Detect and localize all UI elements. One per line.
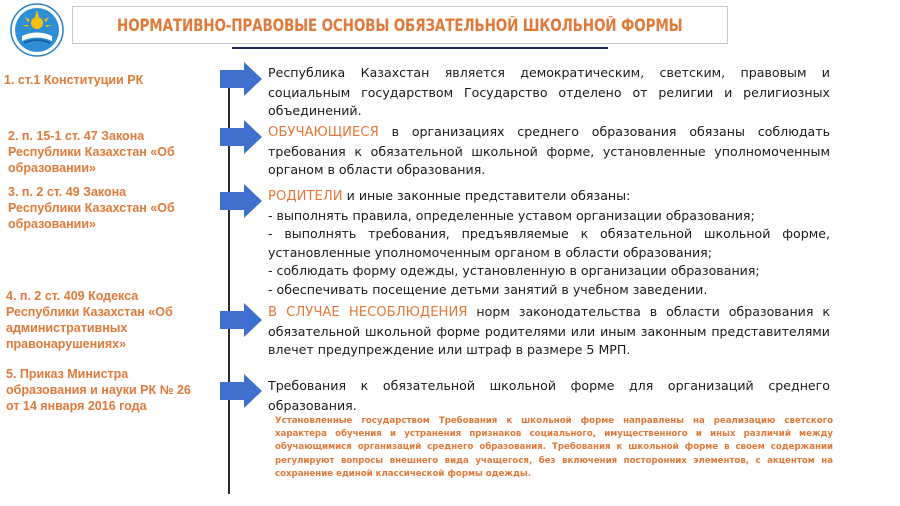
row-text — [268, 377, 830, 415]
row-body: в организациях среднего образования обязаны соблюдать требования к обязательной школьной форме, установленные уполномоченным органом в области образования. — [268, 124, 830, 177]
title-underline — [232, 47, 608, 49]
arrow-right-icon — [220, 62, 262, 96]
page-title: НОРМАТИВНО-ПРАВОВЫЕ ОСНОВЫ ОБЯЗАТЕЛЬНОЙ ШКОЛЬНОЙ ФОРМЫ — [117, 15, 683, 35]
row-highlight: РОДИТЕЛИ — [268, 189, 343, 204]
row-body: Требования к обязательной школьной форме для организаций среднего образования. — [268, 378, 830, 413]
source-label: 1. ст.1 Конституции РК — [4, 73, 144, 87]
arrow-right-icon — [220, 184, 262, 218]
list-item: - соблюдать форму одежды, установленную в организации образования; — [268, 263, 760, 278]
arrow-right-icon — [220, 303, 262, 337]
arrow-right-icon — [220, 374, 262, 408]
list-item: - выполнять правила, определенные уставом организации образования; — [268, 207, 755, 223]
row-highlight: В СЛУЧАЕ НЕСОБЛЮДЕНИЯ — [268, 305, 468, 320]
row-highlight: ОБУЧАЮЩИЕСЯ — [268, 125, 379, 140]
title-box — [72, 6, 728, 44]
logo — [10, 3, 64, 57]
row-text — [268, 123, 830, 180]
list-item: - обеспечивать посещение детьми занятий в учебном заведении. — [268, 281, 708, 297]
source-label: 3. п. 2 ст. 49 Закона Республики Казахстан «Об образовании» — [8, 185, 175, 231]
row-text — [268, 187, 830, 299]
source-label: 4. п. 2 ст. 409 Кодекса Республики Казахстан «Об административных правонарушениях» — [6, 289, 173, 351]
row-body: Республика Казахстан является демократическим, светским, правовым и социальным государством Государство отделено от религии и религиозных объединений. — [268, 65, 830, 118]
row-text — [268, 303, 830, 360]
row-body: норм законодательства в области образования к обязательной школьной форме родителями или иным законным представителями влечет предупреждение или штраф в размере 5 МРП. — [268, 304, 830, 357]
arrow-right-icon — [220, 120, 262, 154]
order-note: Установленные государством Требования к школьной форме направлены на реализацию светского характера обучения и устранения признаков социального, имущественного и иных различий между обучающимися организаций среднего образования. Требования к школьной форме в своем содержании регулируют вопросы внешнего вида учащегося, без включения посторонних элементов, с акцентом на сохранение единой классической формы одежды. — [275, 416, 833, 479]
row-body: и иные законные представители обязаны: — [342, 188, 631, 203]
source-label: 2. п. 15-1 ст. 47 Закона Республики Казахстан «Об образовании» — [8, 129, 175, 175]
sun-book-emblem-icon — [10, 3, 64, 57]
list-item: - выполнять требования, предъявляемые к обязательной школьной форме, установленные уполномоченным органом в области образования; — [268, 226, 830, 260]
source-label: 5. Приказ Министра образования и науки РК № 26 от 14 января 2016 года — [6, 367, 191, 413]
row-text — [268, 64, 830, 121]
